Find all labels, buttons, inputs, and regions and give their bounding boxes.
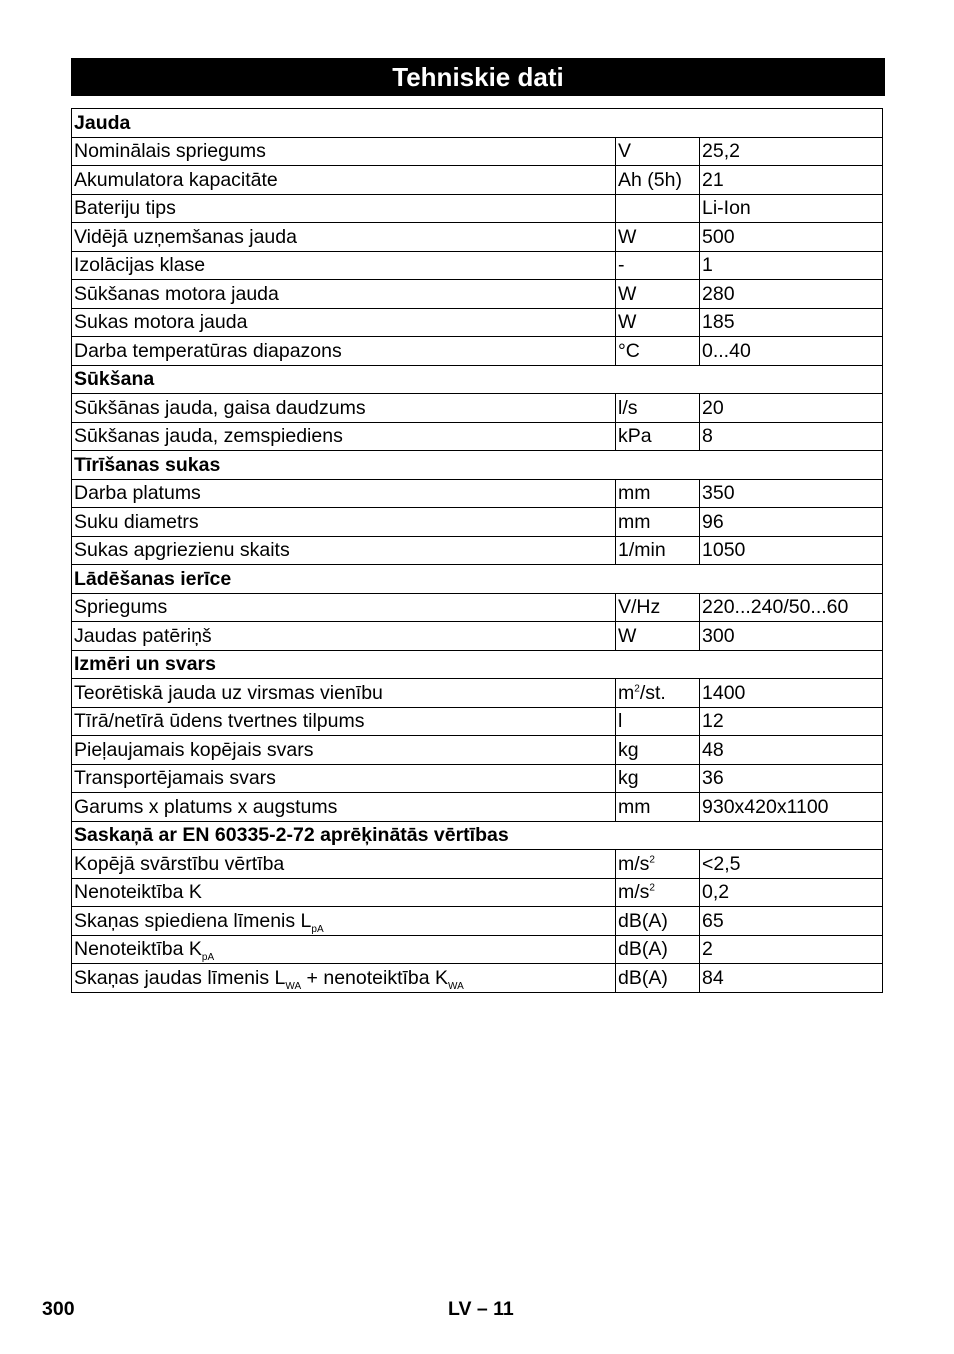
spec-value: 8 xyxy=(700,422,883,451)
table-row xyxy=(72,764,883,793)
table-row xyxy=(72,907,883,936)
table-row xyxy=(72,394,883,423)
section-title: Saskaņā ar EN 60335-2-72 aprēķinātās vērtības xyxy=(72,821,883,850)
spec-label: Sukas motora jauda xyxy=(72,308,616,337)
spec-value: 0,2 xyxy=(700,878,883,907)
spec-label: Teorētiskā jauda uz virsmas vienību xyxy=(72,679,616,708)
spec-value: 185 xyxy=(700,308,883,337)
section-title: Tīrīšanas sukas xyxy=(72,451,883,480)
table-row xyxy=(72,166,883,195)
spec-value: <2,5 xyxy=(700,850,883,879)
page-label: LV – 11 xyxy=(448,1298,514,1320)
spec-unit: V xyxy=(616,137,700,166)
spec-value: 1050 xyxy=(700,536,883,565)
spec-unit: dB(A) xyxy=(616,964,700,993)
spec-value: 1400 xyxy=(700,679,883,708)
spec-unit: Ah (5h) xyxy=(616,166,700,195)
spec-label: Sukas apgriezienu skaits xyxy=(72,536,616,565)
spec-label: Tīrā/netīrā ūdens tvertnes tilpums xyxy=(72,707,616,736)
table-row xyxy=(72,679,883,708)
page-title: Tehniskie dati xyxy=(71,58,885,96)
table-row xyxy=(72,593,883,622)
spec-unit: $m/s^2$ xyxy=(616,850,700,879)
spec-label: Vidējā uzņemšanas jauda xyxy=(72,223,616,252)
spec-value: 25,2 xyxy=(700,137,883,166)
spec-value: 21 xyxy=(700,166,883,195)
spec-unit: dB(A) xyxy=(616,935,700,964)
spec-value: 220...240/50...60 xyxy=(700,593,883,622)
section-title: Jauda xyxy=(72,109,883,138)
table-row xyxy=(72,935,883,964)
spec-unit: dB(A) xyxy=(616,907,700,936)
page-number: 300 xyxy=(42,1298,75,1320)
spec-value: Li-Ion xyxy=(700,194,883,223)
spec-label: Darba platums xyxy=(72,479,616,508)
table-row xyxy=(72,536,883,565)
section-header-row xyxy=(72,821,883,850)
spec-value: 500 xyxy=(700,223,883,252)
spec-value: 36 xyxy=(700,764,883,793)
table-row xyxy=(72,422,883,451)
spec-value: 96 xyxy=(700,508,883,537)
table-row xyxy=(72,964,883,993)
spec-label: Pieļaujamais kopējais svars xyxy=(72,736,616,765)
section-header-row xyxy=(72,109,883,138)
spec-unit: W xyxy=(616,223,700,252)
spec-value: 20 xyxy=(700,394,883,423)
spec-value: 48 xyxy=(700,736,883,765)
table-row xyxy=(72,479,883,508)
table-row xyxy=(72,280,883,309)
spec-value: 0...40 xyxy=(700,337,883,366)
spec-label: Izolācijas klase xyxy=(72,251,616,280)
spec-value: 65 xyxy=(700,907,883,936)
spec-label: Sūkšanas jauda, zemspiediens xyxy=(72,422,616,451)
table-row xyxy=(72,850,883,879)
table-row xyxy=(72,337,883,366)
table-row xyxy=(72,736,883,765)
spec-label: Skaņas jaudas līmenis $L_{WA}$ + nenoteiktība $K_{WA}$ xyxy=(72,964,616,993)
spec-label: Nominālais spriegums xyxy=(72,137,616,166)
section-header-row xyxy=(72,451,883,480)
table-row xyxy=(72,194,883,223)
spec-unit: °C xyxy=(616,337,700,366)
spec-label: Darba temperatūras diapazons xyxy=(72,337,616,366)
spec-unit: l/s xyxy=(616,394,700,423)
spec-value: 280 xyxy=(700,280,883,309)
table-row xyxy=(72,878,883,907)
spec-label: Kopējā svārstību vērtība xyxy=(72,850,616,879)
spec-unit: V/Hz xyxy=(616,593,700,622)
section-title: Izmēri un svars xyxy=(72,650,883,679)
table-row xyxy=(72,793,883,822)
spec-value: 300 xyxy=(700,622,883,651)
table-row xyxy=(72,251,883,280)
spec-label: Spriegums xyxy=(72,593,616,622)
table-row xyxy=(72,622,883,651)
spec-unit: W xyxy=(616,308,700,337)
spec-unit: mm xyxy=(616,793,700,822)
spec-unit: kg xyxy=(616,764,700,793)
spec-value: 930x420x1100 xyxy=(700,793,883,822)
spec-unit: kg xyxy=(616,736,700,765)
section-header-row xyxy=(72,565,883,594)
table-row xyxy=(72,308,883,337)
spec-unit: W xyxy=(616,622,700,651)
spec-label: Nenoteiktība $K_{pA}$ xyxy=(72,935,616,964)
spec-value: 2 xyxy=(700,935,883,964)
spec-label: Skaņas spiediena līmenis $L_{pA}$ xyxy=(72,907,616,936)
spec-label: Akumulatora kapacitāte xyxy=(72,166,616,195)
table-row xyxy=(72,223,883,252)
spec-unit: $m/s^2$ xyxy=(616,878,700,907)
spec-label: Jaudas patēriņš xyxy=(72,622,616,651)
spec-value: 350 xyxy=(700,479,883,508)
spec-unit: mm xyxy=(616,508,700,537)
table-row xyxy=(72,137,883,166)
spec-value: 84 xyxy=(700,964,883,993)
section-title: Sūkšana xyxy=(72,365,883,394)
spec-unit: - xyxy=(616,251,700,280)
spec-unit: $m^2/st$. xyxy=(616,679,700,708)
spec-unit: mm xyxy=(616,479,700,508)
spec-label: Sūkšānas jauda, gaisa daudzums xyxy=(72,394,616,423)
spec-label: Sūkšanas motora jauda xyxy=(72,280,616,309)
spec-value: 1 xyxy=(700,251,883,280)
spec-unit xyxy=(616,194,700,223)
spec-label: Bateriju tips xyxy=(72,194,616,223)
section-header-row xyxy=(72,365,883,394)
section-title: Lādēšanas ierīce xyxy=(72,565,883,594)
table-row xyxy=(72,707,883,736)
spec-value: 12 xyxy=(700,707,883,736)
spec-unit: 1/min xyxy=(616,536,700,565)
spec-label: Nenoteiktība K xyxy=(72,878,616,907)
spec-label: Transportējamais svars xyxy=(72,764,616,793)
spec-label: Suku diametrs xyxy=(72,508,616,537)
spec-unit: l xyxy=(616,707,700,736)
section-header-row xyxy=(72,650,883,679)
spec-label: Garums x platums x augstums xyxy=(72,793,616,822)
spec-unit: kPa xyxy=(616,422,700,451)
table-row xyxy=(72,508,883,537)
technical-data-table xyxy=(71,108,883,993)
spec-unit: W xyxy=(616,280,700,309)
